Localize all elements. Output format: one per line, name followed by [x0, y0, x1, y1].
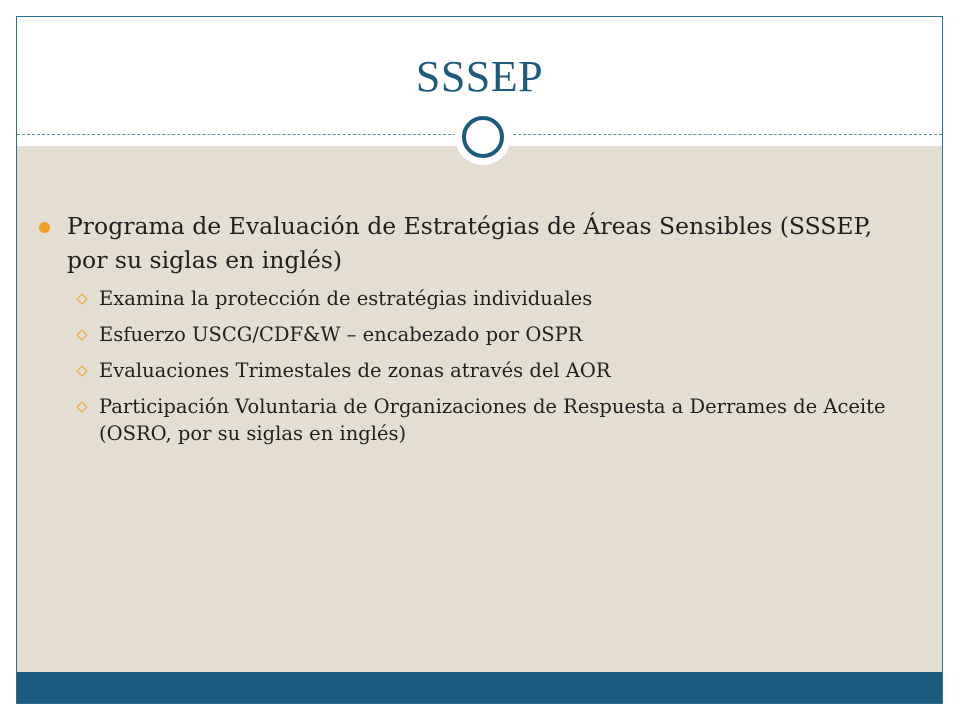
sub-bullet-text: Participación Voluntaria de Organizaciones de Respuesta a Derrames de Aceite (OSRO, por su siglas en inglés) — [99, 395, 886, 445]
sub-bullet — [39, 321, 919, 348]
bullet-dot-icon — [39, 222, 50, 233]
diamond-bullet-icon — [76, 293, 87, 304]
bullet-list — [39, 209, 919, 456]
sub-bullet — [39, 357, 919, 384]
slide-title: SSSEP — [415, 52, 544, 101]
main-bullet — [39, 209, 919, 277]
circle-ring-icon — [455, 109, 511, 165]
sub-bullet-text: Examina la protección de estratégias individuales — [99, 287, 593, 310]
diamond-bullet-icon — [76, 365, 87, 376]
sub-bullet-text: Evaluaciones Trimestales de zonas através del AOR — [99, 359, 611, 382]
sub-bullets-container — [39, 285, 919, 447]
circle-ring-inner — [462, 116, 504, 158]
main-bullet-text: Programa de Evaluación de Estratégias de Áreas Sensibles (SSSEP, por su siglas en inglés) — [67, 212, 873, 274]
sub-bullet-text: Esfuerzo USCG/CDF&W – encabezado por OSPR — [99, 323, 583, 346]
slide-frame — [16, 16, 943, 704]
sub-bullet-list — [39, 285, 919, 447]
sub-bullet — [39, 393, 919, 447]
sub-bullet — [39, 285, 919, 312]
footer-bar — [17, 672, 942, 704]
diamond-bullet-icon — [76, 401, 87, 412]
diamond-bullet-icon — [76, 329, 87, 340]
